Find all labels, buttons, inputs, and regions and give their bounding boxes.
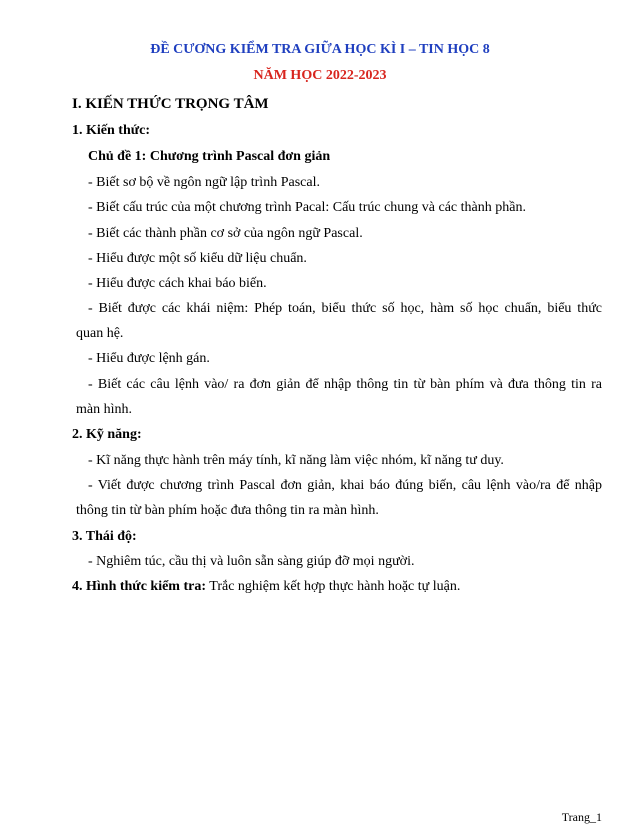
list-item-continuation: thông tin từ bàn phím hoặc đưa thông tin ra màn hình. <box>76 503 379 518</box>
attitude-heading: 3. Thái độ: <box>72 529 137 544</box>
knowledge-heading: 1. Kiến thức: <box>72 123 151 138</box>
topic-heading: Chủ đề 1: Chương trình Pascal đơn giản <box>88 149 331 164</box>
list-item: - Hiểu được cách khai báo biến. <box>88 276 267 291</box>
list-item: - Biết các thành phần cơ sở của ngôn ngữ Pascal. <box>88 226 363 241</box>
exam-form-line <box>72 578 460 596</box>
page-number: Trang_1 <box>561 810 602 824</box>
list-item-continuation: màn hình. <box>76 402 132 417</box>
list-item: - Biết sơ bộ về ngôn ngữ lập trình Pascal. <box>88 175 320 190</box>
list-item: - Hiểu được lệnh gán. <box>88 351 210 366</box>
list-item: - Biết các câu lệnh vào/ ra đơn giản để nhập thông tin từ bàn phím và đưa thông tin ra <box>88 377 602 392</box>
exam-form-label: 4. Hình thức kiểm tra: <box>72 579 207 594</box>
exam-form-value: Trắc nghiệm kết hợp thực hành hoặc tự luận. <box>206 579 461 594</box>
list-item-continuation: quan hệ. <box>76 326 124 341</box>
document-title: ĐỀ CƯƠNG KIỂM TRA GIỮA HỌC KÌ I – TIN HỌC 8 <box>150 42 490 57</box>
section-heading: I. KIẾN THỨC TRỌNG TÂM <box>72 96 269 112</box>
list-item: - Biết được các khái niệm: Phép toán, biểu thức số học, hàm số học chuẩn, biểu thức <box>88 301 602 316</box>
list-item: - Biết cấu trúc của một chương trình Pacal: Cấu trúc chung và các thành phần. <box>88 200 526 215</box>
list-item: - Viết được chương trình Pascal đơn giản, khai báo đúng biến, câu lệnh vào/ra để nhập <box>88 478 602 493</box>
list-item: - Hiểu được một số kiểu dữ liệu chuẩn. <box>88 251 307 266</box>
school-year: NĂM HỌC 2022-2023 <box>253 68 387 83</box>
skills-heading: 2. Kỹ năng: <box>72 427 142 442</box>
list-item: - Nghiêm túc, cầu thị và luôn sẵn sàng giúp đỡ mọi người. <box>88 554 415 569</box>
list-item: - Kĩ năng thực hành trên máy tính, kĩ năng làm việc nhóm, kĩ năng tư duy. <box>88 453 504 468</box>
